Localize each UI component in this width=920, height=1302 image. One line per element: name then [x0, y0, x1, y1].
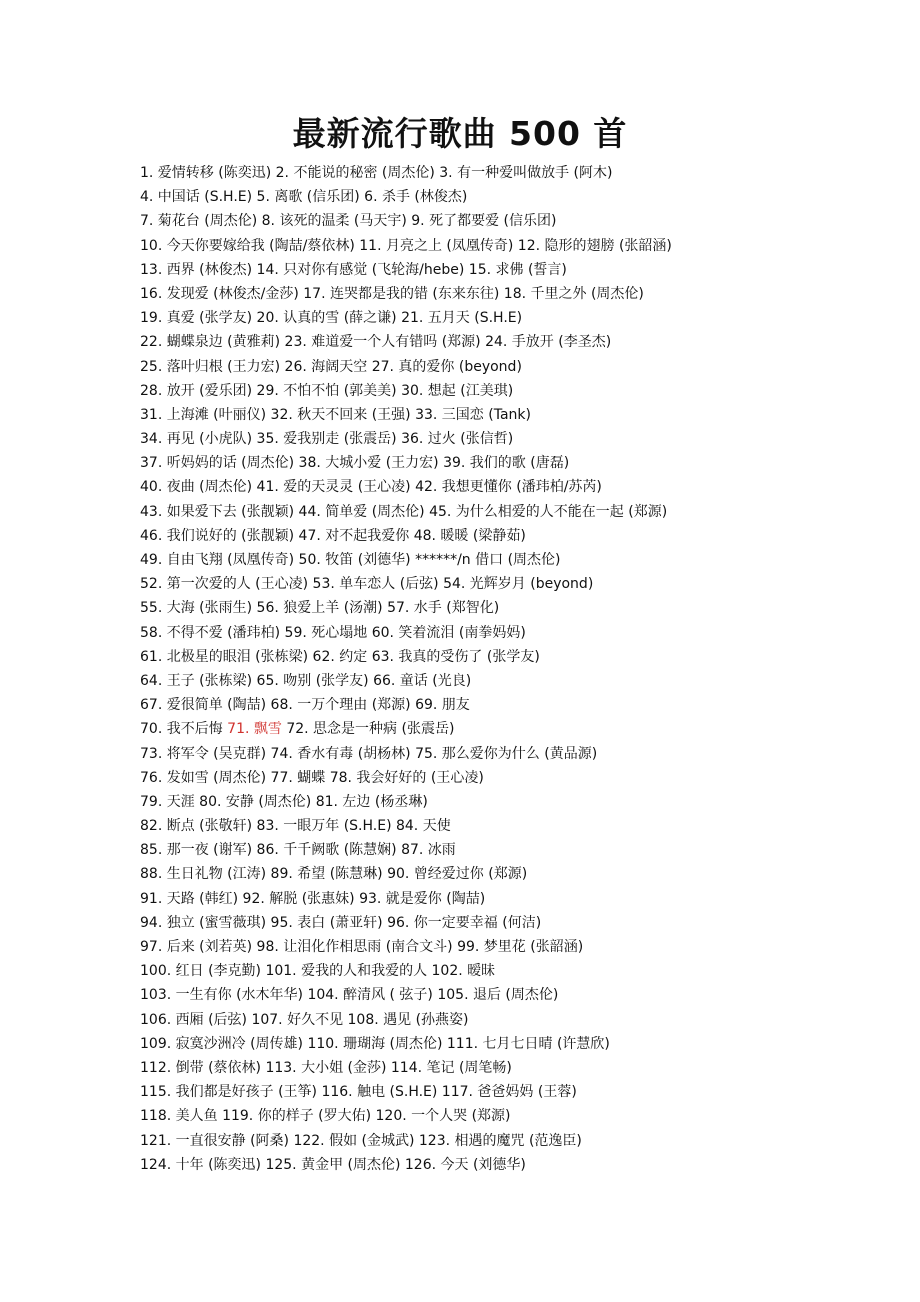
song-list-line	[140, 451, 880, 475]
song-list-line	[140, 1056, 880, 1080]
song-text: 37. 听妈妈的话 (周杰伦) 38. 大城小爱 (王力宏) 39. 我们的歌 (唐磊)	[140, 455, 570, 472]
song-text: 16. 发现爱 (林俊杰/金莎) 17. 连哭都是我的错 (东来东往) 18. 千里之外 (周杰伦)	[140, 285, 644, 302]
song-text: 67. 爱很简单 (陶喆) 68. 一万个理由 (郑源) 69. 朋友	[140, 697, 470, 714]
song-list-line	[140, 1104, 880, 1128]
song-text: 100. 红日 (李克勤) 101. 爱我的人和我爱的人 102. 暧昧	[140, 963, 496, 980]
song-text: 4. 中国话 (S.H.E) 5. 离歌 (信乐团) 6. 杀手 (林俊杰)	[140, 189, 468, 206]
song-text: 118. 美人鱼 119. 你的样子 (罗大佑) 120. 一个人哭 (郑源)	[140, 1108, 511, 1125]
song-text: 49. 自由飞翔 (凤凰传奇) 50. 牧笛 (刘德华) ******/n 借口 (周杰伦)	[140, 552, 561, 568]
song-list-line	[140, 475, 880, 499]
song-text: 124. 十年 (陈奕迅) 125. 黄金甲 (周杰伦) 126. 今天 (刘德华)	[140, 1156, 526, 1173]
song-list-line	[140, 548, 880, 572]
song-list-line	[140, 524, 880, 548]
song-list-line	[140, 983, 880, 1007]
song-list-line	[140, 185, 880, 209]
song-list-line	[140, 814, 880, 838]
song-list-line	[140, 1080, 880, 1104]
song-list-line	[140, 596, 880, 620]
song-text: 106. 西厢 (后弦) 107. 好久不见 108. 遇见 (孙燕姿)	[140, 1011, 469, 1028]
song-text: 109. 寂寞沙洲冷 (周传雄) 110. 珊瑚海 (周杰伦) 111. 七月七日晴 (许慧欣)	[140, 1035, 610, 1052]
song-list-line	[140, 355, 880, 379]
song-list-line	[140, 282, 880, 306]
song-list-line	[140, 403, 880, 427]
song-text: 19. 真爱 (张学友) 20. 认真的雪 (薛之谦) 21. 五月天 (S.H.E)	[140, 310, 523, 327]
song-text: 72. 思念是一种病 (张震岳)	[281, 721, 455, 738]
song-text: 22. 蝴蝶泉边 (黄雅莉) 23. 难道爱一个人有错吗 (郑源) 24. 手放开 (李圣杰)	[140, 334, 612, 351]
song-text: 97. 后来 (刘若英) 98. 让泪化作相思雨 (南合文斗) 99. 梦里花 (张韶涵)	[140, 939, 584, 955]
song-list	[140, 161, 880, 1177]
song-text: 112. 倒带 (蔡依林) 113. 大小姐 (金莎) 114. 笔记 (周笔畅)	[140, 1059, 512, 1076]
song-text: 55. 大海 (张雨生) 56. 狼爱上羊 (汤潮) 57. 水手 (郑智化)	[140, 600, 500, 617]
song-text: 103. 一生有你 (水木年华) 104. 醉清风 ( 弦子) 105. 退后 (周杰伦)	[140, 987, 559, 1004]
song-text: 61. 北极星的眼泪 (张栋梁) 62. 约定 63. 我真的受伤了 (张学友)	[140, 648, 540, 665]
song-list-line	[140, 1032, 880, 1056]
song-text: 25. 落叶归根 (王力宏) 26. 海阔天空 27. 真的爱你 (beyond)	[140, 358, 522, 375]
song-list-line	[140, 669, 880, 693]
song-list-line	[140, 161, 880, 185]
song-text: 13. 西界 (林俊杰) 14. 只对你有感觉 (飞轮海/hebe) 15. 求佛 (誓言)	[140, 261, 567, 278]
song-list-line	[140, 790, 880, 814]
song-text: 91. 天路 (韩红) 92. 解脱 (张惠妹) 93. 就是爱你 (陶喆)	[140, 890, 486, 907]
song-text: 52. 第一次爱的人 (王心凌) 53. 单车恋人 (后弦) 54. 光辉岁月 (beyond)	[140, 576, 594, 593]
song-list-line	[140, 645, 880, 669]
song-list-line	[140, 379, 880, 403]
song-list-line	[140, 911, 880, 935]
song-text: 82. 断点 (张敬轩) 83. 一眼万年 (S.H.E) 84. 天使	[140, 818, 451, 835]
song-list-line	[140, 766, 880, 790]
song-list-line	[140, 234, 880, 258]
song-list-line	[140, 306, 880, 330]
song-text: 43. 如果爱下去 (张靓颖) 44. 简单爱 (周杰伦) 45. 为什么相爱的人不能在一起 (郑源)	[140, 503, 668, 520]
song-text: 85. 那一夜 (谢军) 86. 千千阙歌 (陈慧娴) 87. 冰雨	[140, 842, 456, 859]
song-text: 34. 再见 (小虎队) 35. 爱我别走 (张震岳) 36. 过火 (张信哲)	[140, 431, 514, 448]
song-list-line	[140, 427, 880, 451]
song-text: 46. 我们说好的 (张靓颖) 47. 对不起我爱你 48. 暖暖 (梁静茹)	[140, 527, 526, 544]
song-text: 64. 王子 (张栋梁) 65. 吻别 (张学友) 66. 童话 (光良)	[140, 672, 472, 689]
song-list-line	[140, 209, 880, 233]
song-text: 31. 上海滩 (叶丽仪) 32. 秋天不回来 (王强) 33. 三国恋 (Tank)	[140, 406, 531, 423]
song-list-line	[140, 717, 880, 741]
song-text: 73. 将军令 (吴克群) 74. 香水有毒 (胡杨林) 75. 那么爱你为什么 (黄品源)	[140, 745, 598, 762]
song-text: 115. 我们都是好孩子 (王筝) 116. 触电 (S.H.E) 117. 爸爸妈妈 (王蓉)	[140, 1084, 577, 1101]
song-list-line	[140, 935, 880, 959]
song-text: 10. 今天你要嫁给我 (陶喆/蔡依林) 11. 月亮之上 (凤凰传奇) 12. 隐形的翅膀 (张韶涵)	[140, 237, 672, 254]
song-text: 7. 菊花台 (周杰伦) 8. 该死的温柔 (马天宇) 9. 死了都要爱 (信乐团)	[140, 213, 557, 230]
song-list-line	[140, 500, 880, 524]
song-list-line	[140, 330, 880, 354]
song-list-line	[140, 258, 880, 282]
song-list-line	[140, 693, 880, 717]
song-list-line	[140, 1153, 880, 1177]
song-text: 40. 夜曲 (周杰伦) 41. 爱的天灵灵 (王心凌) 42. 我想更懂你 (潘玮柏/苏芮)	[140, 479, 602, 496]
song-list-line	[140, 742, 880, 766]
song-list-line	[140, 1008, 880, 1032]
song-list-line	[140, 621, 880, 645]
song-text: 121. 一直很安静 (阿桑) 122. 假如 (金城武) 123. 相遇的魔咒 (范逸臣)	[140, 1132, 582, 1149]
song-list-line	[140, 1129, 880, 1153]
song-list-line	[140, 887, 880, 911]
highlighted-song-text: 71. 飘雪	[227, 721, 282, 738]
page-title: 最新流行歌曲 500 首	[292, 114, 628, 153]
song-text: 76. 发如雪 (周杰伦) 77. 蝴蝶 78. 我会好好的 (王心凌)	[140, 769, 484, 786]
song-list-line	[140, 862, 880, 886]
song-text: 88. 生日礼物 (江涛) 89. 希望 (陈慧琳) 90. 曾经爱过你 (郑源)	[140, 866, 528, 883]
song-text: 1. 爱情转移 (陈奕迅) 2. 不能说的秘密 (周杰伦) 3. 有一种爱叫做放手 (阿木)	[140, 165, 613, 181]
song-list-line	[140, 959, 880, 983]
song-list-line	[140, 572, 880, 596]
song-text: 28. 放开 (爱乐团) 29. 不怕不怕 (郭美美) 30. 想起 (江美琪)	[140, 382, 514, 399]
song-list-line	[140, 838, 880, 862]
song-text: 58. 不得不爱 (潘玮柏) 59. 死心塌地 60. 笑着流泪 (南拳妈妈)	[140, 624, 526, 641]
song-text: 94. 独立 (蜜雪薇琪) 95. 表白 (萧亚轩) 96. 你一定要幸福 (何洁)	[140, 914, 542, 931]
song-text: 79. 天涯 80. 安静 (周杰伦) 81. 左边 (杨丞琳)	[140, 793, 428, 810]
song-text: 70. 我不后悔	[140, 721, 228, 738]
